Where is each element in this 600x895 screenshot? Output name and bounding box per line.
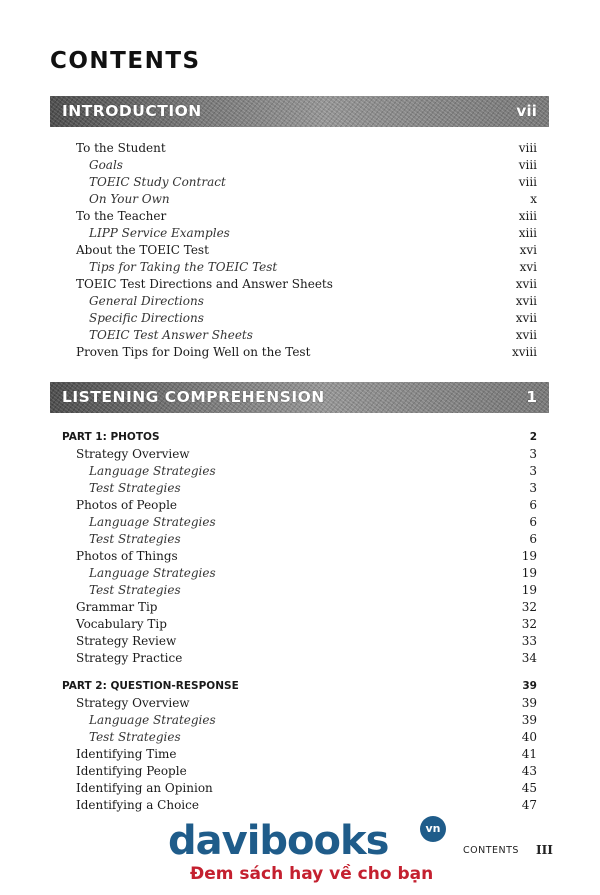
toc-entry-title: TOEIC Study Contract [89, 175, 226, 189]
section-heading: INTRODUCTION [62, 102, 202, 120]
toc-entry-title: General Directions [89, 294, 204, 308]
toc-entry-page: 19 [521, 566, 537, 580]
toc-entry-page: 33 [521, 634, 537, 648]
toc-entry-title: Test Strategies [89, 532, 181, 546]
toc-entry[interactable] [0, 695, 600, 712]
toc-entry[interactable] [0, 157, 600, 174]
toc-entry-title: Test Strategies [89, 730, 181, 744]
toc-entry-title: Test Strategies [89, 481, 181, 495]
toc-entry-title: Photos of Things [76, 549, 178, 563]
toc-listening-list [0, 429, 600, 814]
watermark-tagline: Đem sách hay về cho bạn [190, 864, 434, 884]
toc-entry-title: Language Strategies [89, 515, 216, 529]
toc-entry-title: Identifying an Opinion [76, 781, 213, 795]
toc-entry-page: x [530, 192, 537, 206]
toc-entry-page: 32 [521, 617, 537, 631]
toc-introduction-list [0, 140, 600, 361]
toc-entry[interactable] [0, 633, 600, 650]
toc-entry-page: 39 [522, 680, 537, 692]
toc-entry-title: On Your Own [89, 192, 170, 206]
toc-entry[interactable] [0, 531, 600, 548]
toc-entry[interactable] [0, 310, 600, 327]
toc-entry-title: About the TOEIC Test [76, 243, 209, 257]
toc-entry-page: 40 [521, 730, 537, 744]
toc-entry[interactable] [0, 780, 600, 797]
toc-entry-page: 3 [529, 447, 537, 461]
section-page-number: 1 [526, 388, 537, 406]
toc-entry-title: PART 1: PHOTOS [62, 431, 160, 443]
watermark-logo: davibooks [168, 818, 389, 864]
toc-entry-title: Goals [89, 158, 123, 172]
toc-entry-page: xvii [515, 311, 537, 325]
toc-entry[interactable] [0, 225, 600, 242]
toc-entry-page: 43 [521, 764, 537, 778]
toc-entry-title: Identifying Time [76, 747, 177, 761]
toc-entry[interactable] [0, 327, 600, 344]
toc-entry-page: xvii [515, 294, 537, 308]
toc-entry-title: Photos of People [76, 498, 178, 512]
toc-entry[interactable] [0, 463, 600, 480]
toc-entry[interactable] [0, 565, 600, 582]
footer-contents-label: CONTENTS [463, 845, 519, 856]
toc-entry-title: Language Strategies [89, 713, 216, 727]
toc-entry-title: To the Student [76, 141, 166, 155]
toc-entry-page: viii [518, 141, 537, 155]
toc-entry-page: xvii [515, 328, 537, 342]
toc-entry-page: xvi [519, 243, 537, 257]
toc-part-heading[interactable] [0, 678, 600, 695]
toc-entry[interactable] [0, 712, 600, 729]
toc-entry-title: Test Strategies [89, 583, 181, 597]
toc-entry[interactable] [0, 276, 600, 293]
toc-entry[interactable] [0, 763, 600, 780]
toc-entry[interactable] [0, 729, 600, 746]
toc-entry-page: xviii [511, 345, 537, 359]
toc-entry-page: 3 [529, 481, 537, 495]
toc-entry[interactable] [0, 242, 600, 259]
toc-entry-title: Identifying People [76, 764, 187, 778]
toc-entry-page: 39 [521, 713, 537, 727]
toc-entry[interactable] [0, 446, 600, 463]
toc-entry[interactable] [0, 497, 600, 514]
toc-entry-page: 41 [521, 747, 537, 761]
toc-entry[interactable] [0, 174, 600, 191]
toc-entry-page: 6 [529, 532, 537, 546]
section-heading: LISTENING COMPREHENSION [62, 388, 325, 406]
toc-entry-page: 47 [521, 798, 537, 812]
toc-entry[interactable] [0, 208, 600, 225]
toc-entry-title: Grammar Tip [76, 600, 158, 614]
watermark-badge: vn [420, 816, 446, 842]
footer-page-number: III [536, 843, 553, 857]
toc-entry[interactable] [0, 140, 600, 157]
page-title: CONTENTS [50, 48, 201, 74]
section-page-number: vii [516, 102, 537, 120]
toc-entry[interactable] [0, 548, 600, 565]
toc-entry-page: 19 [521, 549, 537, 563]
toc-entry-title: TOEIC Test Answer Sheets [89, 328, 253, 342]
toc-entry-page: 2 [529, 431, 537, 443]
toc-entry[interactable] [0, 344, 600, 361]
toc-entry-title: Strategy Overview [76, 447, 190, 461]
toc-entry-title: TOEIC Test Directions and Answer Sheets [76, 277, 333, 291]
toc-entry-page: 34 [521, 651, 537, 665]
toc-entry-title: Vocabulary Tip [76, 617, 167, 631]
toc-entry-page: xvii [515, 277, 537, 291]
toc-entry-page: xvi [519, 260, 537, 274]
toc-entry-title: Proven Tips for Doing Well on the Test [76, 345, 311, 359]
toc-entry-page: 19 [521, 583, 537, 597]
toc-entry-title: LIPP Service Examples [89, 226, 230, 240]
toc-entry-title: PART 2: QUESTION-RESPONSE [62, 680, 239, 692]
toc-entry-title: Language Strategies [89, 566, 216, 580]
toc-entry-title: Tips for Taking the TOEIC Test [89, 260, 278, 274]
toc-entry-page: 32 [521, 600, 537, 614]
toc-entry[interactable] [0, 259, 600, 276]
toc-entry-page: 45 [521, 781, 537, 795]
toc-entry[interactable] [0, 746, 600, 763]
toc-entry[interactable] [0, 599, 600, 616]
toc-entry-title: Specific Directions [89, 311, 204, 325]
toc-entry[interactable] [0, 650, 600, 667]
toc-entry[interactable] [0, 480, 600, 497]
toc-entry[interactable] [0, 514, 600, 531]
toc-entry-title: Strategy Overview [76, 696, 190, 710]
part-spacer [0, 667, 600, 678]
toc-entry[interactable] [0, 797, 600, 814]
toc-entry-page: 3 [529, 464, 537, 478]
toc-entry[interactable] [0, 616, 600, 633]
toc-entry-title: To the Teacher [76, 209, 167, 223]
toc-entry[interactable] [0, 191, 600, 208]
toc-entry-page: 39 [521, 696, 537, 710]
toc-entry-page: 6 [529, 498, 537, 512]
toc-entry-page: 6 [529, 515, 537, 529]
toc-entry-page: xiii [518, 209, 537, 223]
toc-entry-page: xiii [518, 226, 537, 240]
section-header-introduction [50, 96, 549, 127]
toc-entry-title: Language Strategies [89, 464, 216, 478]
toc-entry-title: Strategy Review [76, 634, 177, 648]
toc-entry-title: Identifying a Choice [76, 798, 199, 812]
toc-entry[interactable] [0, 293, 600, 310]
toc-entry-page: viii [518, 158, 537, 172]
toc-entry-page: viii [518, 175, 537, 189]
toc-part-heading[interactable] [0, 429, 600, 446]
toc-entry[interactable] [0, 582, 600, 599]
toc-entry-title: Strategy Practice [76, 651, 183, 665]
section-header-listening-comprehension [50, 382, 549, 413]
